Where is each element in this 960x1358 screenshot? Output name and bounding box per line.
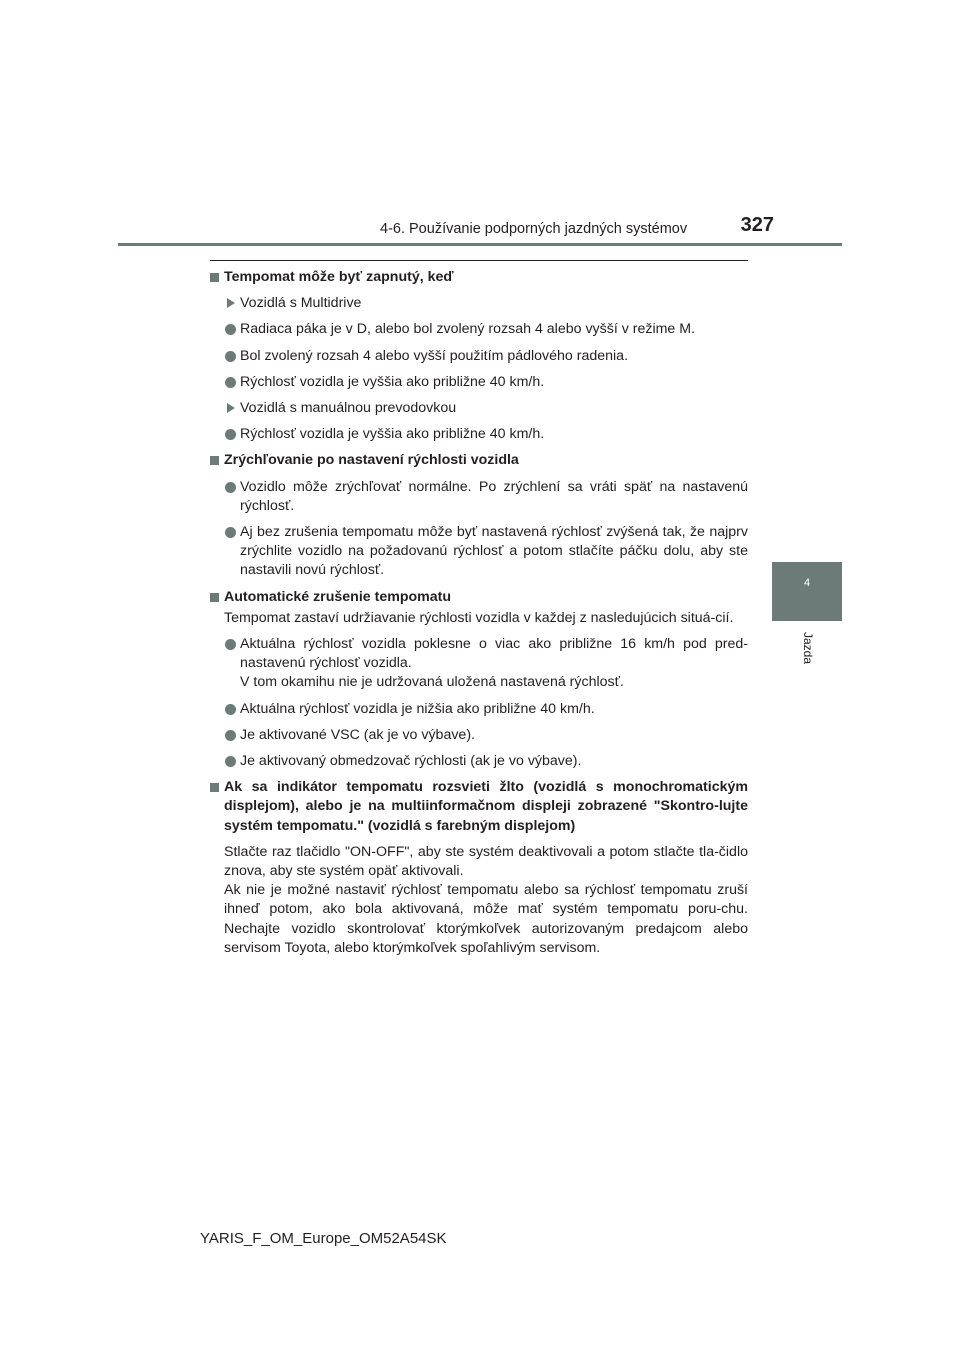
sub-item — [210, 294, 748, 313]
list-item — [210, 752, 748, 771]
circle-bullet-icon — [225, 482, 236, 493]
list-item — [210, 347, 748, 366]
header-rule — [118, 243, 842, 246]
circle-bullet-icon — [225, 377, 236, 388]
circle-bullet-icon — [225, 429, 236, 440]
triangle-bullet-icon — [227, 403, 235, 413]
chapter-number: 4 — [803, 577, 811, 589]
square-bullet-icon — [210, 273, 219, 282]
list-item — [210, 373, 748, 392]
circle-bullet-icon — [225, 324, 236, 335]
page-number: 327 — [740, 214, 774, 236]
list-item-text-line: nastavenú rýchlosť vozidla. — [240, 655, 412, 672]
square-bullet-icon — [210, 783, 219, 792]
circle-bullet-icon — [225, 527, 236, 538]
list-item-text: Radiaca páka je v D, alebo bol zvolený rozsah 4 alebo vyšší v režime M. — [240, 321, 696, 338]
sub-item-text: Vozidlá s manuálnou prevodovkou — [240, 400, 457, 417]
section-heading — [210, 268, 748, 287]
paragraph: Stlačte raz tlačidlo "ON-OFF", aby ste systém deaktivovali a potom stlačte tla-čidlo znova, aby ste systém opäť aktivovali. — [224, 843, 748, 880]
list-item — [210, 425, 748, 444]
list-item-text: Je aktivované VSC (ak je vo výbave). — [240, 726, 475, 743]
page-content — [210, 268, 748, 958]
list-item — [210, 320, 748, 339]
list-item-text: Rýchlosť vozidla je vyššia ako približne 40 km/h. — [240, 373, 545, 390]
circle-bullet-icon — [225, 704, 236, 715]
square-bullet-icon — [210, 456, 219, 465]
list-item-text: Vozidlo môže zrýchľovať normálne. Po zrýchlení sa vráti späť na nastavenú rýchlosť. — [240, 478, 748, 514]
list-item-text: Je aktivovaný obmedzovač rýchlosti (ak je vo výbave). — [240, 753, 582, 770]
list-item-text: Bol zvolený rozsah 4 alebo vyšší použitím pádlového radenia. — [240, 347, 629, 364]
list-item-text: Rýchlosť vozidla je vyššia ako približne 40 km/h. — [240, 426, 545, 443]
triangle-bullet-icon — [227, 298, 235, 308]
list-item — [210, 726, 748, 745]
square-bullet-icon — [210, 593, 219, 602]
section-heading-text: Zrýchľovanie po nastavení rýchlosti vozidla — [224, 452, 519, 469]
chapter-name: Jazda — [801, 632, 815, 665]
chapter-tab — [772, 562, 842, 621]
section-heading — [210, 778, 748, 836]
list-item-text: Aj bez zrušenia tempomatu môže byť nastavená rýchlosť zvýšená tak, že najprv zrýchlite vozidlo na požadovanú rýchlosť a potom stlačíte páčku dolu, aby ste nastavili novú rýchlosť. — [240, 524, 748, 579]
section-heading-text: Tempomat môže byť zapnutý, keď — [224, 269, 454, 285]
content-top-rule — [210, 260, 748, 261]
paragraph: Tempomat zastaví udržiavanie rýchlosti vozidla v každej z nasledujúcich situá-cií. — [224, 609, 734, 626]
list-item-text: Aktuálna rýchlosť vozidla je nižšia ako približne 40 km/h. — [240, 700, 595, 717]
section-heading-text: Ak sa indikátor tempomatu rozsvieti žlto (vozidlá s monochromatickým displejom), alebo je na multiinformačnom displeji zobrazené "Skontro-lujte systém tempomatu." (vozidlá s farebným displejom) — [224, 779, 748, 834]
sub-item-text: Vozidlá s Multidrive — [240, 295, 362, 312]
list-item — [210, 478, 748, 516]
section-title: 4-6. Používanie podporných jazdných systémov — [380, 221, 688, 237]
section-heading-text: Automatické zrušenie tempomatu — [224, 588, 452, 605]
list-item — [210, 700, 748, 719]
circle-bullet-icon — [225, 639, 236, 650]
document-code: YARIS_F_OM_Europe_OM52A54SK — [200, 1230, 447, 1247]
section-heading — [210, 451, 748, 470]
list-item — [210, 635, 748, 693]
circle-bullet-icon — [225, 730, 236, 741]
paragraph: Ak nie je možné nastaviť rýchlosť tempomatu alebo sa rýchlosť tempomatu zruší ihneď potom, ako bola aktivovaná, môže mať systém tempomatu poru-chu. Nechajte vozidlo skontrolovať ktorýmkoľvek autorizovaným predajcom alebo servisom Toyota, alebo ktorýmkoľvek spoľahlivým servisom. — [224, 882, 748, 956]
list-item — [210, 523, 748, 581]
section-heading — [210, 588, 748, 607]
sub-item — [210, 399, 748, 418]
circle-bullet-icon — [225, 756, 236, 767]
circle-bullet-icon — [225, 351, 236, 362]
list-item-text-line: V tom okamihu nie je udržovaná uložená nastavená rýchlosť. — [240, 674, 624, 691]
list-item-text-line: Aktuálna rýchlosť vozidla poklesne o viac ako približne 16 km/h pod pred- — [240, 636, 748, 653]
